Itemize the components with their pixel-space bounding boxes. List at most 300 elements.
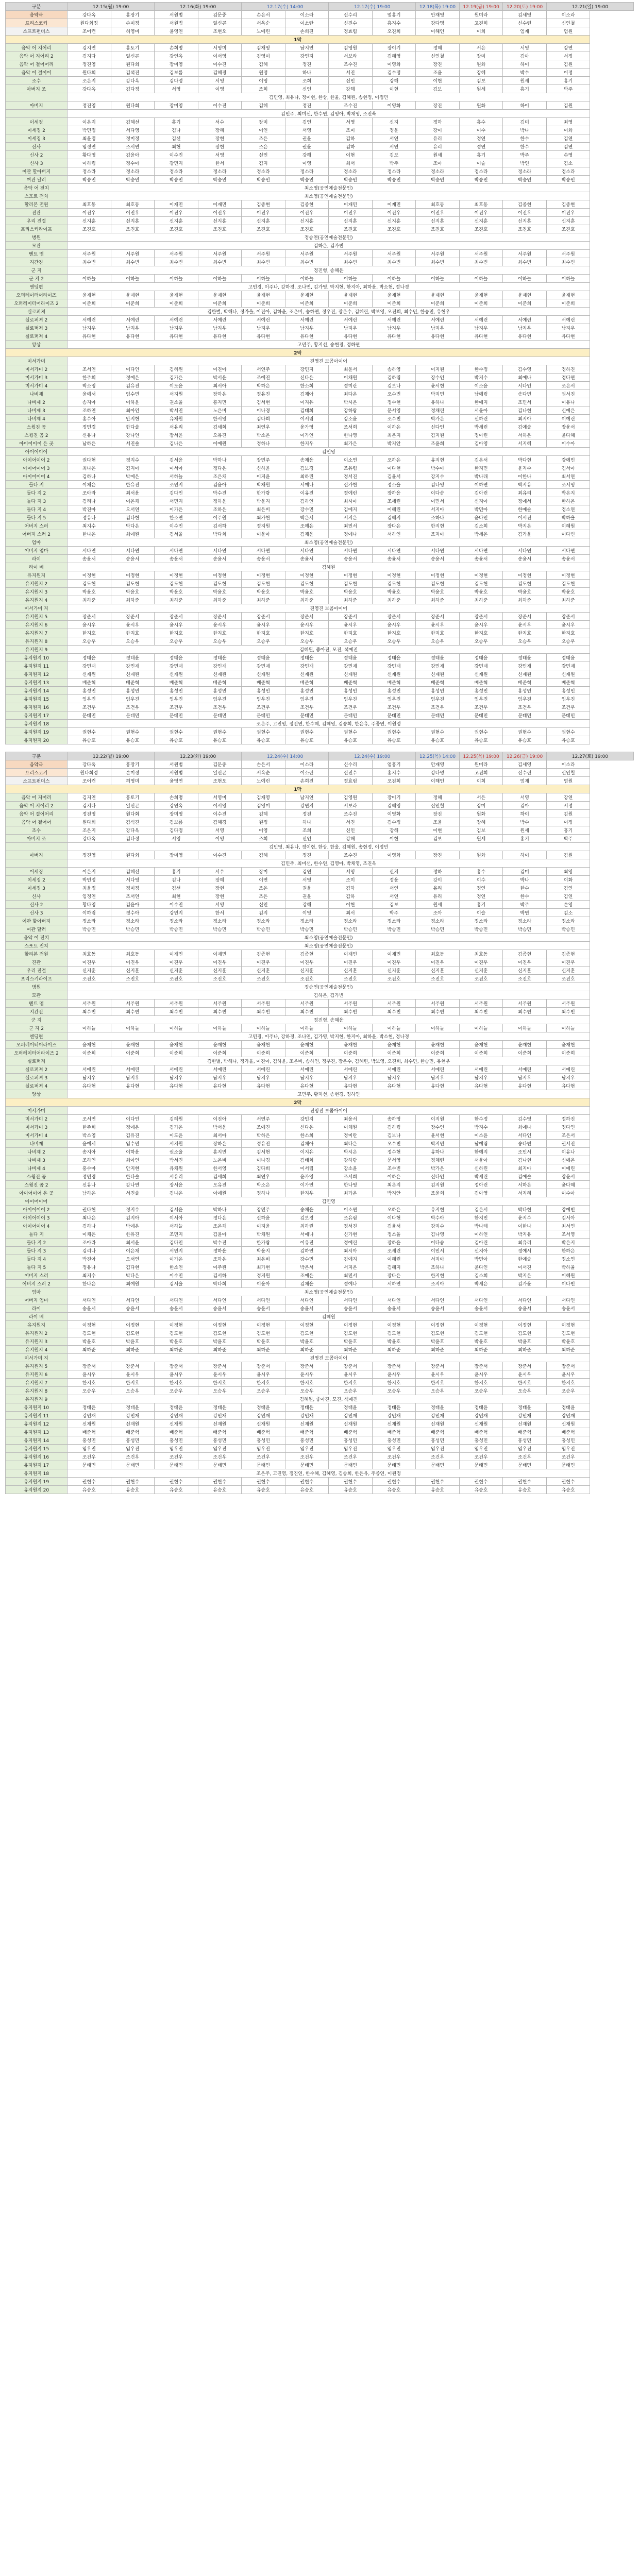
cast-cell: 이재민	[372, 950, 416, 958]
cast-cell: 서주원	[242, 250, 285, 258]
cast-cell: 배준혁	[285, 679, 329, 687]
cast-cell: 장준서	[546, 613, 590, 621]
cast-cell: 장혜	[459, 69, 503, 77]
cast-cell: 이진우	[546, 209, 590, 217]
cast-cell: 이서진	[503, 1263, 547, 1272]
cast-cell: 홍장기	[111, 760, 155, 769]
cast-cell: 정태윤	[459, 1403, 503, 1412]
cast-cell: 유승호	[546, 1486, 590, 1494]
role-label: 음악 어 전치	[6, 184, 68, 192]
cast-cell: 강예빈	[546, 456, 590, 464]
cast-cell: 조서연	[68, 1115, 111, 1123]
cast-cell: 신수린	[503, 19, 547, 27]
cast-cell: 이예원	[198, 439, 242, 448]
cast-cell: 김도현	[459, 580, 503, 588]
cast-cell: 박지수	[459, 374, 503, 382]
cast-cell: 박승민	[155, 925, 198, 934]
cast-cell: 송윤서	[68, 555, 111, 563]
cast-cell: 한지호	[372, 629, 416, 637]
cast-cell: 안지현	[111, 1164, 155, 1173]
cast-cell: 김도현	[416, 580, 460, 588]
cast-cell: 최하준	[68, 1346, 111, 1354]
cast-cell: 최하준	[329, 1346, 373, 1354]
cast-cell: 김지다	[68, 802, 111, 810]
cast-cell: 이민서	[416, 497, 460, 505]
cast-cell: 정연	[459, 892, 503, 901]
cast-cell: 강민재	[329, 662, 373, 670]
cast-cell: 문태민	[198, 711, 242, 720]
cast-cell: 원정	[242, 818, 285, 826]
cast-cell: 이하늘	[198, 275, 242, 283]
cast-cell: 남지우	[503, 1074, 547, 1082]
cast-cell: 조건우	[329, 703, 373, 711]
role-label: 음악 어 전치	[6, 934, 68, 942]
ensemble-note: 고민주, 황지선, 송현경, 정하연	[68, 341, 590, 349]
cast-cell: 이하늘	[503, 275, 547, 283]
cast-cell: 한지호	[503, 1379, 547, 1387]
cast-cell: 장준서	[459, 1362, 503, 1370]
cast-cell: 강지수	[416, 1222, 460, 1230]
cast-cell: 최윤정	[68, 134, 111, 143]
cast-cell: 박윤호	[111, 1337, 155, 1346]
cast-cell: 신지훈	[155, 967, 198, 975]
cast-cell: 이진우	[372, 209, 416, 217]
cast-cell: 정진	[285, 60, 329, 69]
role-label: 군 지 2	[6, 1024, 68, 1032]
cast-cell: 이진우	[242, 958, 285, 967]
cast-cell: 권현수	[285, 1478, 329, 1486]
cast-cell: 윤시우	[416, 1370, 460, 1379]
cast-cell: 조진호	[155, 225, 198, 233]
role-label: 유지원지 13	[6, 1428, 68, 1436]
cast-cell: 남지우	[329, 1074, 373, 1082]
cast-cell: 이진우	[285, 958, 329, 967]
role-label: 아이어이어 은 곳	[6, 1189, 68, 1197]
role-label: 유지원지 20	[6, 1486, 68, 1494]
cast-cell: 이정현	[546, 1321, 590, 1329]
cast-cell: 김종현	[546, 950, 590, 958]
cast-cell: 임우진	[68, 695, 111, 703]
cast-cell: 정태윤	[329, 654, 373, 662]
cast-cell: 윤시우	[198, 1370, 242, 1379]
cast-cell: 원화	[459, 810, 503, 818]
cast-cell: 엄재	[503, 27, 547, 36]
cast-cell: 강연옥	[155, 52, 198, 60]
date-header: 12.17(수) 14:00	[242, 3, 329, 11]
cast-cell: 한지민	[459, 464, 503, 472]
cast-cell: 이재민	[198, 200, 242, 209]
cast-cell: 서예린	[155, 1065, 198, 1074]
cast-cell: 장준서	[416, 1362, 460, 1370]
cast-cell: 강다옥	[68, 835, 111, 843]
cast-cell: 박다은	[111, 1272, 155, 1280]
role-label: 신사 3	[6, 909, 68, 917]
role-label: 유지원지 12	[6, 670, 68, 679]
cast-cell: 남지우	[198, 1074, 242, 1082]
cast-cell: 강예빈	[546, 1206, 590, 1214]
cast-cell: 신인	[329, 77, 373, 85]
cast-cell: 정태윤	[546, 654, 590, 662]
cast-cell: 한소희	[285, 1131, 329, 1140]
ensemble-note: 고민주, 황지선, 송현경, 정하연	[68, 1090, 590, 1098]
cast-cell: 장준서	[416, 613, 460, 621]
cast-cell: 유다현	[111, 1082, 155, 1090]
cast-cell: 유다현	[68, 1082, 111, 1090]
cast-cell: 배준혁	[68, 679, 111, 687]
cast-cell: 남지우	[329, 324, 373, 332]
cast-cell: 이채은	[68, 481, 111, 489]
cast-cell: 장현	[198, 884, 242, 892]
cast-cell: 이하늘	[155, 275, 198, 283]
cast-cell: 최나은	[68, 464, 111, 472]
cast-cell: 조진호	[285, 225, 329, 233]
week-schedule-table	[5, 2, 634, 744]
cast-cell: 조진호	[459, 975, 503, 983]
cast-cell: 최수빈	[372, 258, 416, 266]
cast-cell: 조민지	[155, 1230, 198, 1239]
cast-cell: 문태민	[503, 1461, 547, 1469]
cast-cell: 강민재	[459, 662, 503, 670]
cast-cell: 조은	[242, 892, 285, 901]
cast-cell: 신지	[372, 868, 416, 876]
cast-cell: 권현수	[546, 1478, 590, 1486]
cast-cell: 최하준	[111, 596, 155, 604]
cast-cell: 서다연	[329, 1296, 373, 1304]
cast-cell: 홍지수	[372, 769, 416, 777]
cast-cell: 유다현	[111, 332, 155, 341]
role-label: 앙상	[6, 1090, 68, 1098]
date-header: 12.17(수) 19:00	[329, 3, 416, 11]
cast-cell: 정소라	[459, 167, 503, 176]
cast-cell: 최수빈	[503, 1008, 547, 1016]
cast-cell: 강민재	[546, 662, 590, 670]
date-header: 12.16(화) 19:00	[155, 3, 242, 11]
role-label: 유지원지	[6, 1321, 68, 1329]
cast-cell: 이진우	[111, 958, 155, 967]
role-label: 유지원지	[6, 571, 68, 580]
cast-cell: 홍기	[546, 826, 590, 835]
cast-cell: 이영	[242, 77, 285, 85]
cast-cell: 이수아	[546, 1189, 590, 1197]
cast-cell: 윤재현	[372, 1041, 416, 1049]
cast-cell: 김선	[155, 884, 198, 892]
cast-cell: 유하나	[416, 1148, 460, 1156]
cast-cell: 김아영	[459, 1189, 503, 1197]
cast-cell: 장다은	[372, 1272, 416, 1280]
cast-cell: 한지호	[546, 629, 590, 637]
cast-cell: 강민재	[242, 1412, 285, 1420]
cast-cell: 최서연	[546, 472, 590, 481]
cast-cell: 임우진	[546, 695, 590, 703]
cast-cell: 서예린	[459, 316, 503, 324]
cast-cell: 조지아	[416, 530, 460, 538]
cast-cell: 홍성민	[416, 687, 460, 695]
role-label: 미서가미 2	[6, 1115, 68, 1123]
cast-cell: 서다연	[459, 1296, 503, 1304]
cast-cell: 한지호	[329, 1379, 373, 1387]
role-label-continued	[6, 110, 68, 118]
role-label: 오퍼레이터어라이즈 2	[6, 299, 68, 308]
cast-cell: 허영미	[111, 27, 155, 36]
cast-cell: 홍성민	[68, 687, 111, 695]
role-label: 미서가미 2	[6, 365, 68, 374]
role-label: 유지원지 3	[6, 588, 68, 596]
act-band: 2막	[6, 349, 590, 357]
cast-cell: 장준서	[155, 613, 198, 621]
cast-cell: 임우진	[372, 695, 416, 703]
cast-cell: 이진우	[198, 209, 242, 217]
cast-cell: 신하린	[459, 1164, 503, 1173]
cast-cell: 김서윤	[155, 1206, 198, 1214]
cast-cell: 정태윤	[372, 654, 416, 662]
role-label: 유지원지 2	[6, 1329, 68, 1337]
cast-cell: 이지유	[285, 1148, 329, 1156]
cast-cell: 정미란	[329, 382, 373, 390]
role-label: 신사 2	[6, 901, 68, 909]
cast-cell: 정소라	[111, 917, 155, 925]
cast-cell: 오수빈	[372, 1140, 416, 1148]
cast-cell: 최수빈	[68, 1008, 111, 1016]
cast-cell: 신지	[372, 118, 416, 126]
cast-cell: 박윤호	[329, 1337, 373, 1346]
cast-cell: 배준혁	[459, 1428, 503, 1436]
role-label: 유지원지 16	[6, 703, 68, 711]
cast-cell: 강해	[285, 151, 329, 159]
cast-cell: 윤재현	[416, 1041, 460, 1049]
cast-cell: 문태민	[459, 1461, 503, 1469]
cast-cell: 서다연	[198, 1296, 242, 1304]
role-label: 유지원지 8	[6, 1387, 68, 1395]
cast-cell: 윤다인	[459, 1263, 503, 1272]
cast-cell: 조수진	[329, 60, 373, 69]
role-label: 미서가미 4	[6, 382, 68, 390]
cast-cell: 이준희	[155, 299, 198, 308]
cast-cell: 김원	[546, 810, 590, 818]
cast-cell: 이정현	[503, 1321, 547, 1329]
cast-cell: 박주	[372, 909, 416, 917]
cast-cell: 박나래	[459, 472, 503, 481]
cast-cell: 김윤아	[111, 151, 155, 159]
cast-cell: 조희	[285, 77, 329, 85]
cast-cell: 최하린	[285, 472, 329, 481]
cast-cell: 조예은	[285, 1272, 329, 1280]
cast-cell: 서주원	[503, 250, 547, 258]
cast-cell: 서영	[155, 835, 198, 843]
cast-cell: 권소율	[155, 398, 198, 406]
cast-cell: 장진	[416, 60, 460, 69]
cast-cell: 서지아	[416, 505, 460, 514]
cast-cell: 원다회정	[68, 19, 111, 27]
cast-cell: 이영	[242, 826, 285, 835]
cast-cell: 정유진	[242, 390, 285, 398]
cast-cell: 서다영	[111, 876, 155, 884]
cast-cell: 문태민	[416, 1461, 460, 1469]
cast-cell: 김연	[285, 868, 329, 876]
cast-cell: 김예지	[329, 1255, 373, 1263]
role-label: 스윙진 곰 2	[6, 431, 68, 439]
role-label: 실로퍼져 4	[6, 332, 68, 341]
cast-cell: 조건우	[68, 703, 111, 711]
cast-cell: 박주	[546, 835, 590, 843]
cast-cell: 김하	[329, 143, 373, 151]
cast-cell: 신재원	[242, 670, 285, 679]
cast-cell: 강다옥	[68, 85, 111, 93]
cast-cell: 서다연	[285, 1296, 329, 1304]
cast-cell: 권현수	[546, 728, 590, 736]
cast-cell: 오승우	[503, 637, 547, 646]
cast-cell: 서다연	[198, 547, 242, 555]
cast-cell: 이준희	[459, 299, 503, 308]
cast-cell: 홍성민	[198, 687, 242, 695]
cast-cell: 최나은	[68, 1214, 111, 1222]
cast-cell: 한소연	[155, 1263, 198, 1272]
cast-cell: 최연우	[242, 1173, 285, 1181]
cast-cell: 신재원	[503, 670, 547, 679]
cast-cell: 이유진	[285, 489, 329, 497]
cast-cell: 유다현	[242, 1082, 285, 1090]
cast-cell: 김지다	[68, 52, 111, 60]
ensemble-note: 김혜원	[68, 563, 590, 571]
cast-cell: 윤시우	[155, 1370, 198, 1379]
role-label: 군 지	[6, 1016, 68, 1024]
cast-cell: 김서하	[198, 1272, 242, 1280]
cast-cell: 한수정	[459, 1115, 503, 1123]
cast-cell: 권윤	[285, 892, 329, 901]
role-label: 엔딩편	[6, 1032, 68, 1041]
cast-cell: 장하은	[198, 1140, 242, 1148]
cast-cell: 윤시우	[242, 621, 285, 629]
cast-cell: 조진호	[329, 975, 373, 983]
cast-cell: 최지아	[503, 415, 547, 423]
cast-cell: 김수영	[503, 365, 547, 374]
cast-cell: 정진영	[68, 810, 111, 818]
ensemble-note: 김민영	[68, 1197, 590, 1206]
cast-cell: 홍성민	[198, 1436, 242, 1445]
cast-cell: 윤재현	[155, 291, 198, 299]
cast-cell: 신지훈	[372, 217, 416, 225]
cast-cell: 한가람	[242, 1239, 285, 1247]
cast-cell: 윤시우	[68, 1370, 111, 1379]
cast-cell: 박연	[503, 159, 547, 167]
cast-cell: 정소라	[68, 167, 111, 176]
cast-cell: 서다연	[155, 1296, 198, 1304]
cast-cell: 정소라	[416, 167, 460, 176]
cast-cell: 박세린	[459, 423, 503, 431]
cast-cell: 원다회	[111, 101, 155, 110]
cast-cell: 문태민	[198, 1461, 242, 1469]
cast-cell: 정소라	[546, 167, 590, 176]
cast-cell: 배준혁	[372, 1428, 416, 1436]
cast-cell: 장준서	[503, 613, 547, 621]
cast-cell: 서보라	[329, 52, 373, 60]
cast-cell: 서예린	[416, 316, 460, 324]
cast-cell: 이나경	[242, 406, 285, 415]
cast-cell: 한지호	[372, 1379, 416, 1387]
cast-cell: 배준혁	[329, 679, 373, 687]
cast-cell: 한서영	[198, 415, 242, 423]
cast-cell: 조건우	[155, 1453, 198, 1461]
role-label: 들다 지 4	[6, 1255, 68, 1263]
cast-cell: 권현수	[329, 1478, 373, 1486]
cast-cell: 윤재현	[416, 291, 460, 299]
cast-cell: 신재원	[416, 670, 460, 679]
cast-cell: 한나영	[329, 1181, 373, 1189]
role-label: 유지원지 2	[6, 580, 68, 588]
cast-cell: 송윤서	[329, 555, 373, 563]
role-label: 진관	[6, 958, 68, 967]
cast-cell: 유리	[416, 884, 460, 892]
cast-cell: 서다인	[503, 1131, 547, 1140]
cast-cell: 정민경	[68, 423, 111, 431]
cast-cell: 문태민	[546, 1461, 590, 1469]
cast-cell: 엄홍기	[372, 11, 416, 19]
cast-cell: 임우진	[459, 695, 503, 703]
cast-cell: 오수빈	[372, 390, 416, 398]
cast-cell: 이정현	[329, 571, 373, 580]
cast-cell: 조은서	[546, 1131, 590, 1140]
cast-cell: 서예린	[459, 1065, 503, 1074]
cast-cell: 정수아	[111, 159, 155, 167]
cast-cell: 한소희	[285, 382, 329, 390]
role-label: 어버지 스러	[6, 1272, 68, 1280]
cast-cell: 정효림	[329, 27, 373, 36]
cast-cell: 서예린	[285, 1065, 329, 1074]
cast-cell: 신재원	[372, 1420, 416, 1428]
cast-cell: 김연	[285, 118, 329, 126]
cast-cell: 홍성민	[242, 1436, 285, 1445]
date-header: 12.24(수) 19:00	[329, 752, 416, 760]
cast-cell: 이정현	[155, 571, 198, 580]
cast-cell: 김종현	[503, 950, 547, 958]
cast-cell: 조건우	[546, 1453, 590, 1461]
cast-cell: 이은지	[68, 118, 111, 126]
role-label: 어버지 스러 2	[6, 530, 68, 538]
cast-cell: 유다현	[285, 332, 329, 341]
date-header: 12.19(금) 19:00	[459, 3, 503, 11]
cast-cell: 김다정	[155, 77, 198, 85]
cast-cell: 정하진	[546, 365, 590, 374]
cast-cell: 권현수	[329, 728, 373, 736]
cast-cell: 서연	[372, 892, 416, 901]
role-label: 프리스키라이프	[6, 975, 68, 983]
cast-cell: 조예은	[285, 522, 329, 530]
cast-cell: 정태윤	[111, 654, 155, 662]
cast-cell: 정하윤	[198, 1247, 242, 1255]
cast-cell: 김소희	[459, 1272, 503, 1280]
cast-cell: 원화	[459, 101, 503, 110]
role-label: 유지원지 18	[6, 720, 68, 728]
cast-cell: 이진아	[198, 1115, 242, 1123]
role-label: 할리본 전원	[6, 200, 68, 209]
cast-cell: 권윤	[285, 884, 329, 892]
cast-cell: 윤시우	[459, 1370, 503, 1379]
cast-cell: 이나경	[242, 1156, 285, 1164]
cast-cell: 신지훈	[68, 967, 111, 975]
cast-cell: 김하나	[68, 472, 111, 481]
cast-cell: 손미정	[111, 769, 155, 777]
ensemble-note: 최소영(공연예술전문인)	[68, 942, 590, 950]
cast-cell: 이준희	[242, 299, 285, 308]
cast-cell: 신재원	[503, 1420, 547, 1428]
cast-cell: 최하준	[242, 1346, 285, 1354]
cast-cell: 유승호	[285, 1486, 329, 1494]
cast-cell: 조건우	[198, 1453, 242, 1461]
cast-cell: 이진우	[459, 958, 503, 967]
role-label: 아이어이어 4	[6, 472, 68, 481]
cast-cell: 윤재현	[198, 1041, 242, 1049]
role-label: 멘트 멤	[6, 250, 68, 258]
cast-cell: 김은서	[459, 456, 503, 464]
